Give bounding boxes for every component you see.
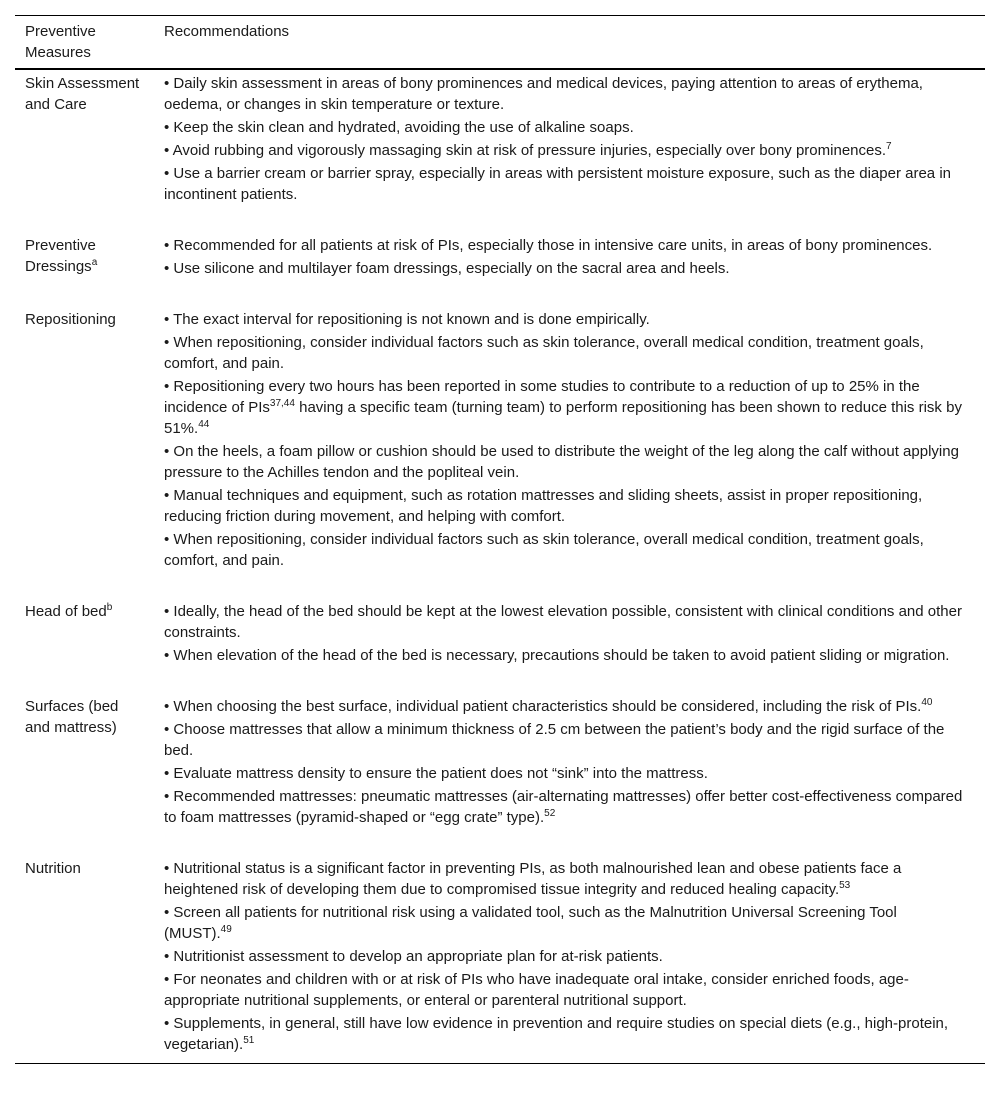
citation-ref: 51 (243, 1035, 255, 1046)
recommendation-item (164, 601, 965, 643)
recommendation-item (164, 645, 965, 666)
recommendation-text: • Daily skin assessment in areas of bony prominences and medical devices, paying attention to areas of erythema, oedema, or changes in skin temperature or texture. (164, 75, 923, 113)
header-col1-line1: Preventive (25, 23, 96, 40)
recommendation-text: • Nutritionist assessment to develop an appropriate plan for at-risk patients. (164, 948, 663, 965)
recommendation-item (164, 719, 965, 761)
recommendation-item (164, 140, 965, 161)
recommendation-item (164, 1013, 965, 1055)
table-body (15, 69, 985, 1064)
recommendation-text: • Keep the skin clean and hydrated, avoiding the use of alkaline soaps. (164, 119, 634, 136)
recommendations-cell (154, 306, 985, 598)
preventive-measure-cell (15, 693, 154, 855)
table-row (15, 69, 985, 232)
recommendation-text: • Evaluate mattress density to ensure the patient does not “sink” into the mattress. (164, 765, 708, 782)
recommendation-item (164, 696, 965, 717)
recommendation-text: • Recommended mattresses: pneumatic mattresses (air-alternating mattresses) offer better cost-effectiveness compared to foam mattresses (pyramid-shaped or “egg crate” type). (164, 788, 963, 826)
recommendation-text: • When repositioning, consider individual factors such as skin tolerance, overall medical condition, treatment goals, comfort, and pain. (164, 334, 924, 372)
citation-ref: 49 (220, 924, 232, 935)
recommendation-text: • Avoid rubbing and vigorously massaging skin at risk of pressure injuries, especially over bony prominences. (164, 142, 887, 159)
recommendation-text: • Use a barrier cream or barrier spray, especially in areas with persistent moisture exposure, such as the diaper area in incontinent patients. (164, 165, 951, 203)
footnote-marker: b (106, 602, 113, 613)
preventive-measure-cell (15, 598, 154, 693)
table-row (15, 306, 985, 598)
recommendation-item (164, 117, 965, 138)
recommendation-item (164, 786, 965, 828)
recommendation-item (164, 258, 965, 279)
recommendation-text: • On the heels, a foam pillow or cushion should be used to distribute the weight of the leg along the calf without applying pressure to the Achilles tendon and the popliteal vein. (164, 443, 959, 481)
recommendation-item (164, 376, 965, 439)
recommendations-cell (154, 69, 985, 232)
recommendation-item (164, 73, 965, 115)
preventive-measures-table-container (15, 15, 985, 1064)
recommendation-text: • The exact interval for repositioning is not known and is done empirically. (164, 311, 650, 328)
recommendation-text: • Supplements, in general, still have low evidence in prevention and require studies on special diets (e.g., high-protein, vegetarian). (164, 1015, 949, 1053)
recommendation-text: • Recommended for all patients at risk of PIs, especially those in intensive care units, in areas of bony prominences. (164, 237, 933, 254)
table-row (15, 693, 985, 855)
recommendation-item (164, 763, 965, 784)
recommendation-text-continued: having a specific team (turning team) to perform repositioning has been shown to reduce this risk by 51%. (164, 399, 962, 437)
recommendation-item (164, 529, 965, 571)
recommendation-item (164, 163, 965, 205)
recommendation-text: • Use silicone and multilayer foam dressings, especially on the sacral area and heels. (164, 260, 730, 277)
preventive-measure-cell (15, 232, 154, 306)
citation-ref: 44 (198, 419, 210, 430)
table-header (15, 16, 985, 70)
citation-ref: 37,44 (269, 398, 295, 409)
recommendation-text: • Ideally, the head of the bed should be kept at the lowest elevation possible, consistent with clinical conditions and other constraints. (164, 603, 962, 641)
citation-ref: 40 (921, 697, 933, 708)
measure-label: Head of bed (25, 603, 107, 620)
header-col1-line2: Measures (25, 44, 91, 61)
header-recommendations: Recommendations (164, 23, 290, 40)
recommendation-text: • When repositioning, consider individual factors such as skin tolerance, overall medical condition, treatment goals, comfort, and pain. (164, 531, 924, 569)
recommendation-item (164, 235, 965, 256)
citation-ref: 52 (544, 808, 556, 819)
footnote-marker: a (91, 257, 98, 268)
recommendations-cell (154, 855, 985, 1064)
recommendation-item (164, 858, 965, 900)
table-row (15, 232, 985, 306)
recommendation-text: • When choosing the best surface, individual patient characteristics should be considered, including the risk of PIs. (164, 698, 922, 715)
header-row (15, 16, 985, 70)
recommendation-item (164, 485, 965, 527)
recommendation-item (164, 332, 965, 374)
recommendation-text: • Screen all patients for nutritional risk using a validated tool, such as the Malnutrition Universal Screening Tool (MUST). (164, 904, 897, 942)
preventive-measure-cell (15, 306, 154, 598)
recommendation-text: • Choose mattresses that allow a minimum thickness of 2.5 cm between the patient’s body and the rigid surface of the bed. (164, 721, 945, 759)
table-row (15, 855, 985, 1064)
recommendations-cell (154, 693, 985, 855)
preventive-measure-cell (15, 69, 154, 232)
measure-label: Preventive Dressings (25, 237, 96, 275)
measure-label: Surfaces (bed and mattress) (25, 698, 119, 736)
recommendation-text: • For neonates and children with or at risk of PIs who have inadequate oral intake, consider enriched foods, age-appropriate nutritional supplements, or enteral or parenteral nutritional support. (164, 971, 909, 1009)
recommendation-text: • Nutritional status is a significant factor in preventing PIs, as both malnourished lean and obese patients face a heightened risk of developing them due to compromised tissue integrity and reduced healing capacity. (164, 860, 902, 898)
recommendation-item (164, 441, 965, 483)
measure-label: Nutrition (25, 860, 81, 877)
header-preventive-measures (15, 16, 154, 70)
preventive-measures-table (15, 15, 985, 1064)
recommendation-text: • Repositioning every two hours has been reported in some studies to contribute to a reduction of up to 25% in the incidence of PIs (164, 378, 920, 416)
measure-label: Skin Assessment and Care (25, 75, 140, 113)
recommendations-cell (154, 232, 985, 306)
citation-ref: 53 (839, 880, 851, 891)
measure-label: Repositioning (25, 311, 116, 328)
recommendation-text: • When elevation of the head of the bed is necessary, precautions should be taken to avoid patient sliding or migration. (164, 647, 950, 664)
table-row (15, 598, 985, 693)
recommendation-item (164, 902, 965, 944)
recommendation-text: • Manual techniques and equipment, such as rotation mattresses and sliding sheets, assist in proper repositioning, reducing friction during movement, and helping with comfort. (164, 487, 923, 525)
recommendations-cell (154, 598, 985, 693)
recommendation-item (164, 309, 965, 330)
recommendation-item (164, 946, 965, 967)
preventive-measure-cell (15, 855, 154, 1064)
recommendation-item (164, 969, 965, 1011)
citation-ref: 7 (886, 141, 892, 152)
